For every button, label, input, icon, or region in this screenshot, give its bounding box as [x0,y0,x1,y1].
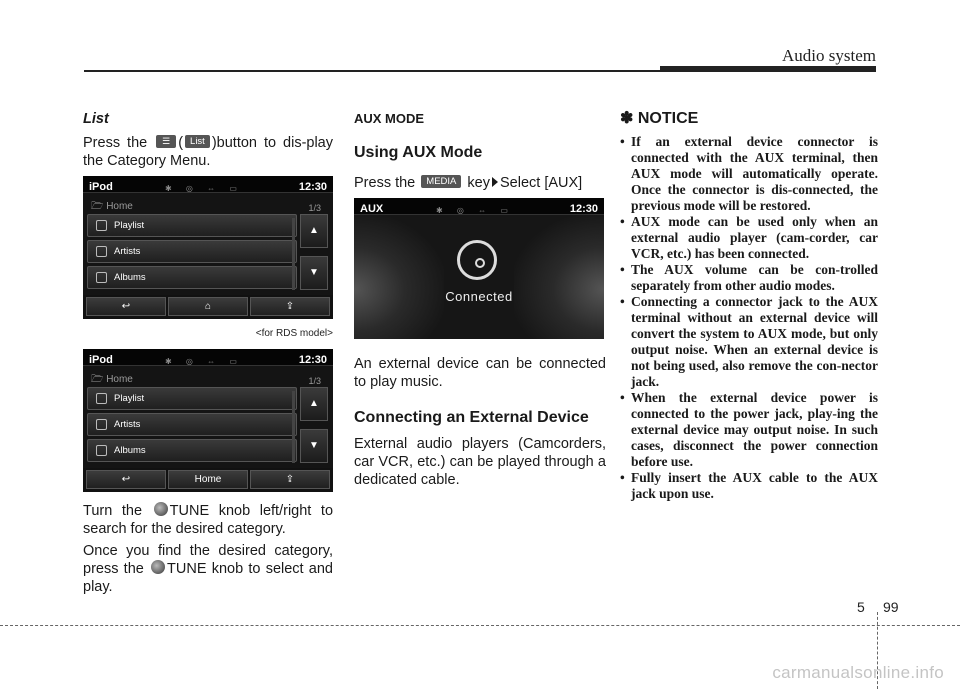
header-rule [84,70,876,72]
column-aux [354,110,606,493]
playlist-icon [96,393,107,404]
screen-title: iPod [89,181,113,193]
aux-screen-title: AUX [360,203,384,215]
column-list [83,110,333,600]
select-text-1: Once you find the desired category, press the [83,543,333,577]
disc-center [475,258,485,268]
using-aux-heading: Using AUX Mode [354,144,483,161]
category-item-playlist[interactable] [87,387,297,410]
tune-text-1: Turn the [83,503,143,519]
external-players-text: External audio players (Camcorders, car VCR, etc.) can be played through a dedicated cable. [354,436,606,488]
tune-knob-icon [154,502,168,516]
category-label: Albums [114,445,146,456]
notice-item: • Connecting a connector jack to the AUX terminal without an external device will convert the system to AUX mode, but only output noise. When an external device is not being used, also remove the con-nector jack. [620,294,878,390]
category-label: Artists [114,246,141,257]
tune-text-2: TUNE knob left/right to search for the desired category. [83,503,334,537]
back-button[interactable]: ↩ [86,470,166,489]
list-key-button: List [185,135,210,148]
screen-time: 12:30 [298,354,327,366]
aux-screen-time: 12:30 [569,203,598,215]
album-icon [96,445,107,456]
notice-mark-icon: ✽ [620,110,634,127]
screen-caption: <for RDS model> [255,328,333,339]
section-title: Audio system [782,46,876,65]
page-indicator: 1/3 [308,203,321,213]
back-button[interactable]: ↩ [86,297,166,316]
status-icons: ✱ ◎ ⇔ ▭ [165,184,243,193]
notice-item: • AUX mode can be used only when an external audio player (cam-corder, car VCR, etc.) has been connected. [620,214,878,262]
screen-time: 12:30 [298,181,327,193]
category-item-playlist[interactable] [87,214,297,237]
menu-key-icon: ☰ [156,135,176,148]
category-label: Artists [114,419,141,430]
scroll-down-button[interactable]: ▼ [300,256,328,290]
page-number: 99 [883,599,899,615]
home-button[interactable]: ⌂ [168,297,248,316]
notice-item: • Fully insert the AUX cable to the AUX jack upon use. [620,470,878,502]
ipod-screen [83,349,333,492]
notice-item: • If an external device connector is connected with the AUX terminal, then AUX mode will automatically operate. Once the connector is dis-connected, the previous mode will be restored. [620,134,878,214]
notice-list [620,134,878,502]
arrow-right-icon [492,177,498,187]
notice-heading [620,110,878,128]
key-text: key [467,175,490,191]
upper-folder-button[interactable]: ⇪ [250,297,330,316]
home-label: Home [106,374,133,385]
page-indicator: 1/3 [308,376,321,386]
category-label: Albums [114,272,146,283]
category-item-artists[interactable] [87,413,297,436]
aux-mode-label: AUX MODE [354,111,425,126]
notice-item: • When the external device power is connected to the power jack, play-ing the external device may output noise. In such cases, disconnect the power connection before use. [620,390,878,470]
scroll-up-button[interactable]: ▲ [300,387,328,421]
category-label: Playlist [114,393,145,404]
status-icons: ✱ ◎ ⇔ ▭ [436,206,514,215]
home-button[interactable]: Home [168,470,248,489]
artist-icon [96,246,107,257]
watermark: carmanualsonline.info [772,663,944,682]
scrollbar[interactable] [292,391,295,463]
tune-knob-icon [151,560,165,574]
aux-glow-right [514,215,604,339]
aux-glow-left [354,215,444,339]
home-folder-label: 🗁 Home [91,374,133,385]
ipod-screen-rds [83,176,333,319]
home-folder-label: 🗁 Home [91,201,133,212]
notice-title: NOTICE [637,110,699,127]
list-instruction [83,134,333,170]
select-instruction [83,542,333,596]
status-icons: ✱ ◎ ⇔ ▭ [165,357,243,366]
scroll-down-button[interactable]: ▼ [300,429,328,463]
upper-folder-button[interactable]: ⇪ [250,470,330,489]
category-item-albums[interactable] [87,266,297,289]
connecting-heading: Connecting an External Device [354,409,589,426]
home-label: Home [106,201,133,212]
album-icon [96,272,107,283]
aux-press-instruction [354,174,606,192]
select-aux-text: Select [AUX] [499,175,583,191]
chapter-number: 5 [857,599,865,615]
aux-description: An external device can be connected to play music. [354,356,606,390]
press-text: Press the [354,175,416,191]
paren-open: ( [178,135,184,151]
playlist-icon [96,220,107,231]
column-notice [620,110,878,502]
footer-rule [0,625,960,626]
list-instruction-text-2: )button to dis-play the Category Menu. [83,135,333,169]
artist-icon [96,419,107,430]
category-item-albums[interactable] [87,439,297,462]
media-key-button: MEDIA [421,175,461,188]
category-label: Playlist [114,220,145,231]
scrollbar[interactable] [292,218,295,290]
aux-status-text: Connected [445,289,513,304]
list-instruction-text: Press the [83,135,148,151]
category-item-artists[interactable] [87,240,297,263]
screen-title: iPod [89,354,113,366]
aux-screen [354,198,604,339]
scroll-up-button[interactable]: ▲ [300,214,328,248]
notice-item: • The AUX volume can be con-trolled separately from other audio modes. [620,262,878,294]
disc-icon [457,240,497,280]
select-text-2: TUNE knob to select and play. [83,561,333,595]
list-heading: List [83,111,109,127]
tune-instruction [83,502,333,538]
